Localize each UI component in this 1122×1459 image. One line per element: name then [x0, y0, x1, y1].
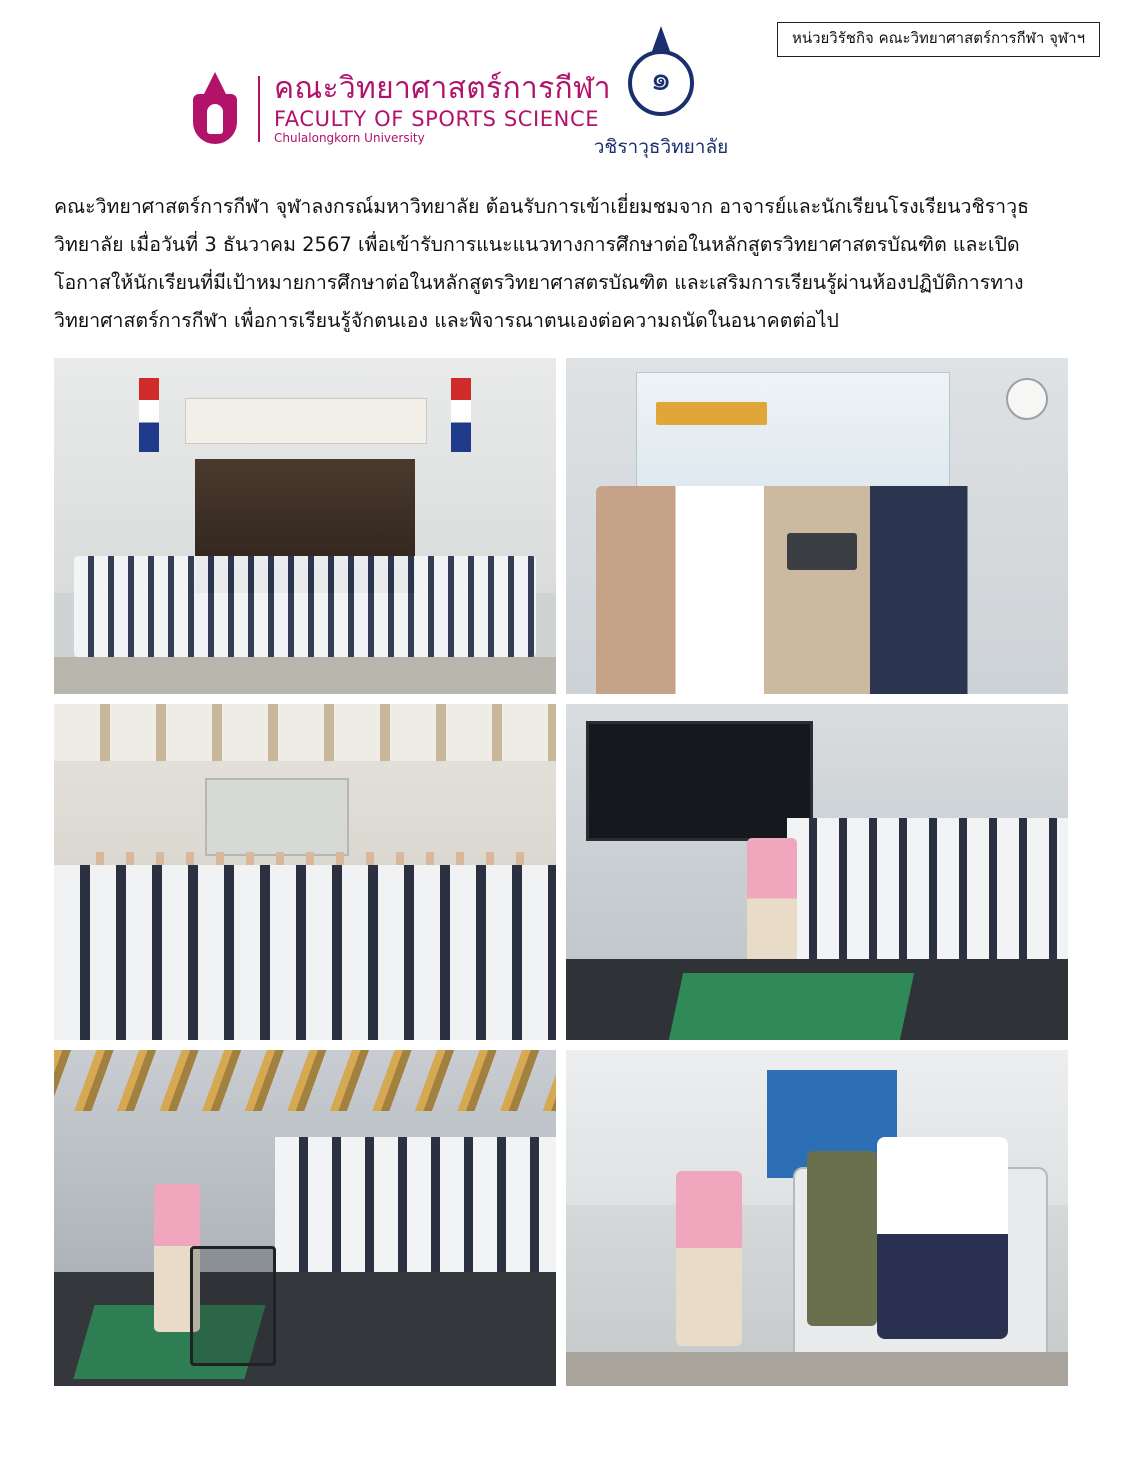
university-name: Chulalongkorn University: [274, 130, 425, 145]
school-monogram: ๑: [650, 59, 672, 99]
school-name-th: วชิราวุธวิทยาลัย: [593, 136, 729, 158]
photo-souvenir-presentation: [566, 358, 1068, 694]
vajiravudh-college-crest-icon: [615, 26, 707, 130]
document-header: [0, 0, 1122, 180]
faculty-name-th: คณะวิทยาศาสตร์การกีฬา: [274, 71, 611, 106]
photo-bicycle-ergometer-demo: [54, 1050, 556, 1386]
school-logo: [586, 26, 736, 162]
photo-isokinetic-testing: [566, 1050, 1068, 1386]
photo-gallery: [0, 358, 1122, 1386]
photo-lab-demonstration: [566, 704, 1068, 1040]
chulalongkorn-crest-icon: [186, 72, 244, 146]
faculty-logo: [186, 72, 611, 146]
faculty-logo-text: [274, 72, 611, 146]
photo-group-front-of-faculty: [54, 358, 556, 694]
unit-badge: หน่วยวิรัชกิจ คณะวิทยาศาสตร์การกีฬา จุฬาฯ: [777, 22, 1100, 57]
photo-lecture-hands-raised: [54, 704, 556, 1040]
logo-divider: [258, 76, 260, 142]
article-paragraph: คณะวิทยาศาสตร์การกีฬา จุฬาลงกรณ์มหาวิทยาลัย ต้อนรับการเข้าเยี่ยมชมจาก อาจารย์และนักเรียนโรงเรียนวชิราวุธวิทยาลัย เมื่อวันที่ 3 ธันวาคม 2567 เพื่อเข้ารับการแนะแนวทางการศึกษาต่อในหลักสูตรวิทยาศาสตรบัณฑิต และเปิดโอกาสให้นักเรียนที่มีเป้าหมายการศึกษาต่อในหลักสูตรวิทยาศาสตรบัณฑิต และเสริมการเรียนรู้ผ่านห้องปฏิบัติการทางวิทยาศาสตร์การกีฬา เพื่อการเรียนรู้จักตนเอง และพิจารณาตนเองต่อความถนัดในอนาคตต่อไป: [54, 195, 1029, 333]
faculty-name-en: FACULTY OF SPORTS SCIENCE: [274, 106, 600, 131]
